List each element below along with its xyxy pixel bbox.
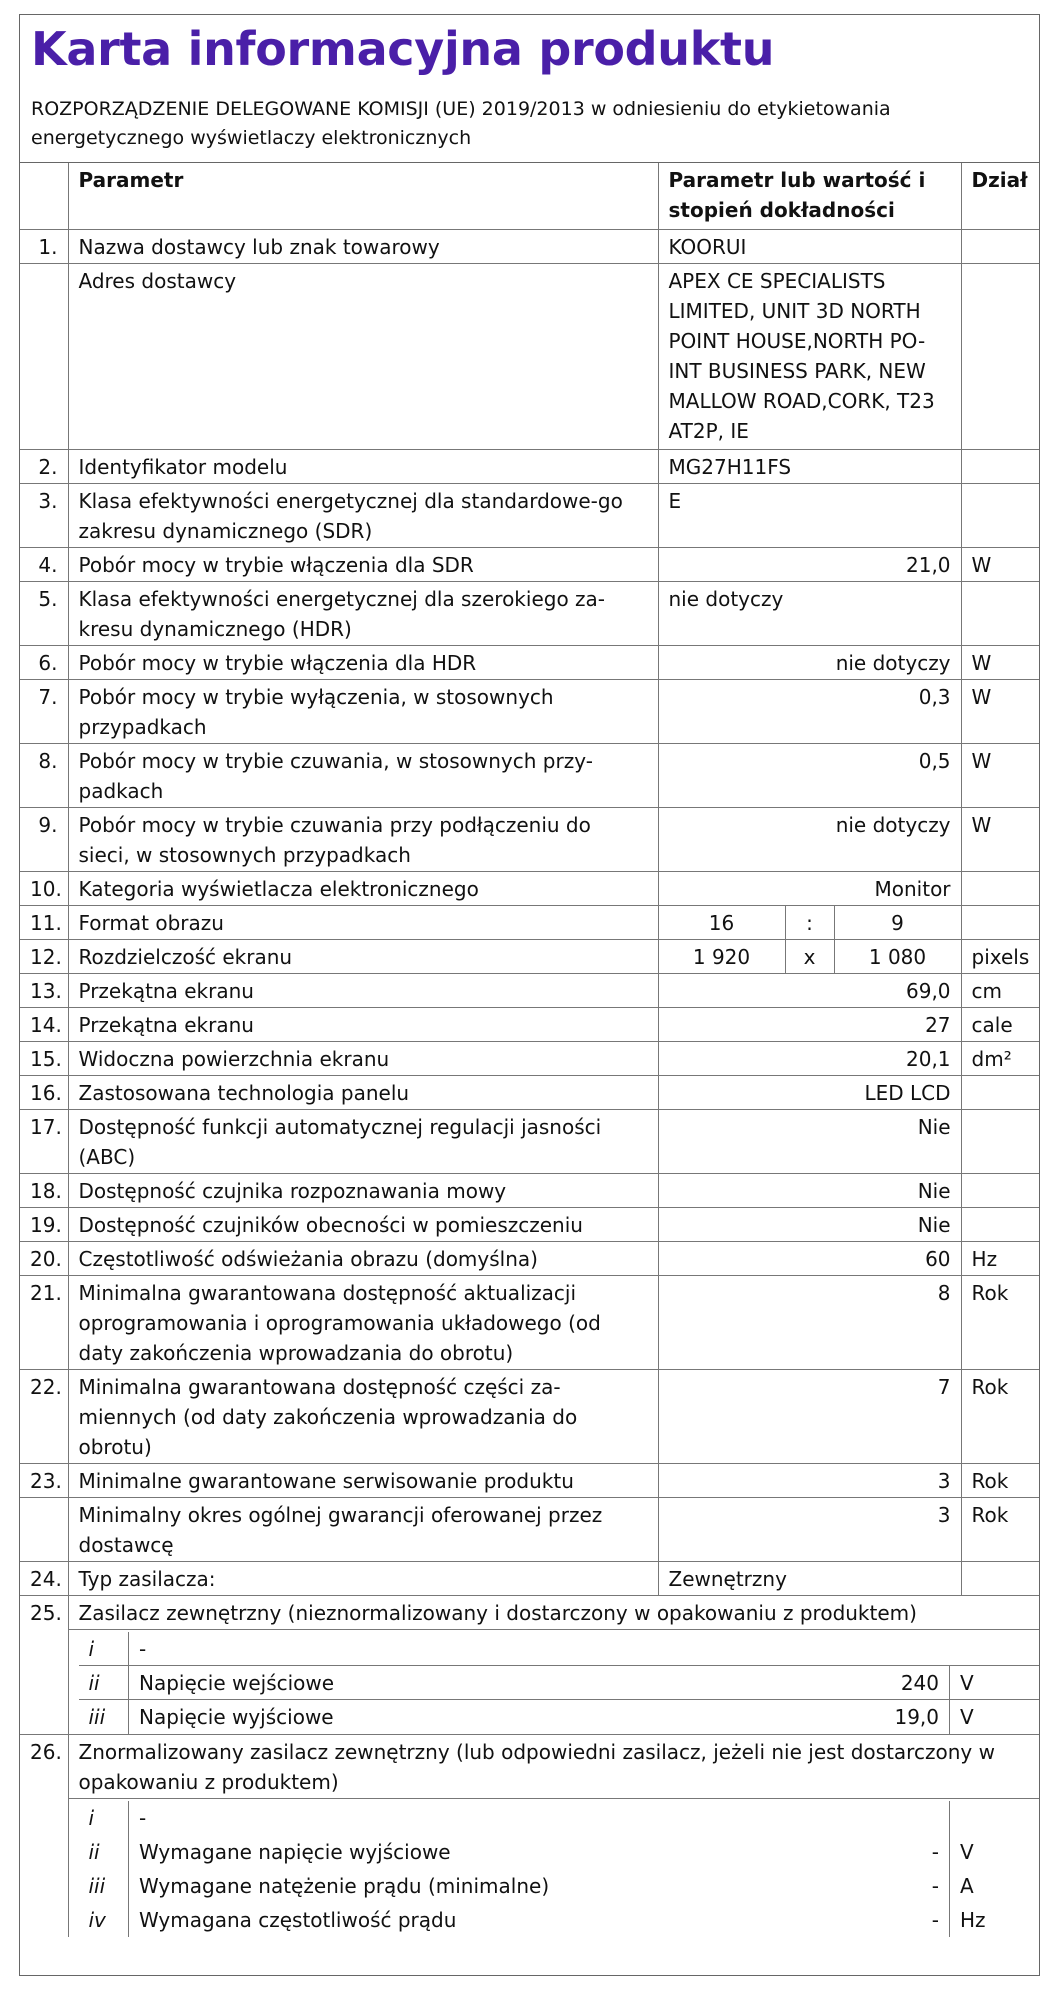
- resolution-height: 1 080: [834, 939, 961, 973]
- sub-row-index: iii: [79, 1869, 129, 1903]
- table-row: [20, 1497, 1039, 1561]
- row-label: Pobór mocy w trybie czuwania przy podłączeniu do sieci, w stosownych przypadkach: [68, 807, 658, 871]
- row-unit: pixels: [961, 939, 1039, 973]
- sub-row-label: -: [129, 1801, 950, 1835]
- row-value: 0,3: [658, 679, 961, 743]
- standard-psu-subtable-cell: [68, 1798, 1039, 1937]
- row-number: 16.: [20, 1075, 68, 1109]
- row-number: 11.: [20, 905, 68, 939]
- aspect-height: 9: [834, 905, 961, 939]
- table-row: [20, 1173, 1039, 1207]
- header-num-cell: [20, 163, 68, 229]
- row-value: APEX CE SPECIALISTS LIMITED, UNIT 3D NORTH POINT HOUSE,NORTH PO-INT BUSINESS PARK, NEW MALLOW ROAD,CORK, T23 AT2P, IE: [658, 263, 961, 449]
- row-unit: Rok: [961, 1369, 1039, 1463]
- table-row: [20, 1561, 1039, 1595]
- row-value: 3: [658, 1463, 961, 1497]
- table-row: [20, 973, 1039, 1007]
- sub-row-unit: V: [960, 1705, 974, 1729]
- row-unit: W: [961, 679, 1039, 743]
- row-number: 25.: [20, 1595, 68, 1629]
- sub-row-value: 19,0: [894, 1705, 939, 1729]
- table-row: [20, 1798, 1039, 1937]
- row-number: 15.: [20, 1041, 68, 1075]
- external-psu-subtable: [79, 1632, 1040, 1734]
- table-row: [20, 645, 1039, 679]
- row-number: [20, 263, 68, 449]
- sub-row-label-value: [129, 1869, 950, 1903]
- row-label: Adres dostawcy: [68, 263, 658, 449]
- row-unit: W: [961, 547, 1039, 581]
- sub-row-index: ii: [79, 1666, 129, 1700]
- row-label: Identyfikator modelu: [68, 449, 658, 483]
- row-unit: [961, 871, 1039, 905]
- row-label: Typ zasilacza:: [68, 1561, 658, 1595]
- row-unit: W: [961, 807, 1039, 871]
- sub-row-index: iii: [79, 1700, 129, 1734]
- sub-row-unit-empty: [950, 1801, 1040, 1835]
- row-number: 21.: [20, 1275, 68, 1369]
- table-row: [20, 263, 1039, 449]
- aspect-width: 16: [658, 905, 785, 939]
- row-value: nie dotyczy: [658, 807, 961, 871]
- row-unit: [961, 449, 1039, 483]
- row-unit: [961, 581, 1039, 645]
- row-value: LED LCD: [658, 1075, 961, 1109]
- row-value: 21,0: [658, 547, 961, 581]
- row-number-spacer: [20, 1629, 68, 1734]
- table-row: [20, 1007, 1039, 1041]
- row-number: 13.: [20, 973, 68, 1007]
- row-unit: [961, 1075, 1039, 1109]
- table-row: [20, 1369, 1039, 1463]
- standard-psu-subtable: [79, 1801, 1040, 1937]
- table-row: [20, 449, 1039, 483]
- table-row: [20, 1075, 1039, 1109]
- row-label: Częstotliwość odświeżania obrazu (domyślna): [68, 1241, 658, 1275]
- row-unit: [961, 905, 1039, 939]
- row-label: Pobór mocy w trybie czuwania, w stosownych przy-padkach: [68, 743, 658, 807]
- row-label: Widoczna powierzchnia ekranu: [68, 1041, 658, 1075]
- row-number: 18.: [20, 1173, 68, 1207]
- row-value: 3: [658, 1497, 961, 1561]
- table-row: [20, 1109, 1039, 1173]
- header-dzial: Dział: [961, 163, 1039, 229]
- sheet-header: [20, 15, 1039, 163]
- sub-row-label: Wymagane napięcie wyjściowe: [139, 1839, 451, 1864]
- row-unit: [961, 263, 1039, 449]
- sub-row-unit: V: [950, 1666, 1040, 1700]
- row-number: 19.: [20, 1207, 68, 1241]
- sub-row: [79, 1903, 1040, 1937]
- aspect-separator: :: [785, 905, 834, 939]
- table-row: [20, 547, 1039, 581]
- parameters-table: [20, 163, 1039, 1937]
- row-label: Klasa efektywności energetycznej dla standardowe-go zakresu dynamicznego (SDR): [68, 483, 658, 547]
- row-unit: [961, 229, 1039, 263]
- row-unit: Rok: [961, 1275, 1039, 1369]
- product-information-sheet: [19, 14, 1040, 1976]
- table-row: [20, 581, 1039, 645]
- row-number: 22.: [20, 1369, 68, 1463]
- table-row: [20, 1241, 1039, 1275]
- row-number: 20.: [20, 1241, 68, 1275]
- sub-row-label: -: [129, 1632, 1040, 1666]
- table-row: [20, 807, 1039, 871]
- row-number: 17.: [20, 1109, 68, 1173]
- sub-row-label: Napięcie wyjściowe: [139, 1705, 334, 1729]
- row-label: Dostępność czujnika rozpoznawania mowy: [68, 1173, 658, 1207]
- row-number: 12.: [20, 939, 68, 973]
- row-number: 4.: [20, 547, 68, 581]
- row-value: 27: [658, 1007, 961, 1041]
- row-label: Nazwa dostawcy lub znak towarowy: [68, 229, 658, 263]
- sub-row-label: Wymagana częstotliwość prądu: [139, 1907, 457, 1932]
- row-number: [20, 1497, 68, 1561]
- row-label: Zastosowana technologia panelu: [68, 1075, 658, 1109]
- sub-row: [79, 1666, 1040, 1700]
- table-row: [20, 1275, 1039, 1369]
- row-label: Rozdzielczość ekranu: [68, 939, 658, 973]
- sub-row-label-value: [129, 1666, 950, 1700]
- sub-row-index: ii: [79, 1835, 129, 1869]
- sub-row-unit: Hz: [960, 1907, 986, 1932]
- row-number: 2.: [20, 449, 68, 483]
- sub-row-value: -: [931, 1907, 939, 1932]
- page-title: Karta informacyjna produktu: [31, 22, 775, 76]
- table-row: [20, 483, 1039, 547]
- table-row: [20, 1463, 1039, 1497]
- row-number: 1.: [20, 229, 68, 263]
- row-unit: dm²: [961, 1041, 1039, 1075]
- header-wartosc: Parametr lub wartość i stopień dokładności: [658, 163, 961, 229]
- row-label: Minimalna gwarantowana dostępność aktualizacji oprogramowania i oprogramowania układowego (od daty zakończenia wprowadzania do obrotu): [68, 1275, 658, 1369]
- row-number: 23.: [20, 1463, 68, 1497]
- sub-row-index: i: [79, 1632, 129, 1666]
- row-value: Zewnętrzny: [658, 1561, 961, 1595]
- row-value: MG27H11FS: [658, 449, 961, 483]
- table-row: [20, 679, 1039, 743]
- row-number: 24.: [20, 1561, 68, 1595]
- table-row: [20, 939, 1039, 973]
- header-parametr: Parametr: [68, 163, 658, 229]
- table-header-row: [20, 163, 1039, 229]
- sub-row-value: -: [931, 1839, 939, 1864]
- row-value: nie dotyczy: [658, 645, 961, 679]
- sub-row-unit: A: [960, 1873, 974, 1898]
- row-label: Minimalne gwarantowane serwisowanie produktu: [68, 1463, 658, 1497]
- table-row: [20, 871, 1039, 905]
- table-row: [20, 1734, 1039, 1798]
- row-number: 26.: [20, 1734, 68, 1798]
- row-label: Znormalizowany zasilacz zewnętrzny (lub odpowiedni zasilacz, jeżeli nie jest dostarczony w opakowaniu z produktem): [68, 1734, 1039, 1798]
- row-value: 0,5: [658, 743, 961, 807]
- table-row: [20, 1207, 1039, 1241]
- row-value: KOORUI: [658, 229, 961, 263]
- row-label: Pobór mocy w trybie wyłączenia, w stosownych przypadkach: [68, 679, 658, 743]
- row-value: nie dotyczy: [658, 581, 961, 645]
- sub-row-label-value: [129, 1835, 950, 1869]
- sub-row: [79, 1632, 1040, 1666]
- table-row: [20, 1595, 1039, 1629]
- row-value: 69,0: [658, 973, 961, 1007]
- row-unit: cm: [961, 973, 1039, 1007]
- table-row: [20, 1629, 1039, 1734]
- sub-row-value: -: [931, 1873, 939, 1898]
- sub-row-index: iv: [79, 1903, 129, 1937]
- row-label: Format obrazu: [68, 905, 658, 939]
- row-value: Nie: [658, 1207, 961, 1241]
- row-label: Kategoria wyświetlacza elektronicznego: [68, 871, 658, 905]
- sub-row-label-value: [129, 1903, 950, 1937]
- row-number-spacer: [20, 1798, 68, 1937]
- sub-row: [79, 1835, 1040, 1869]
- row-unit: [961, 483, 1039, 547]
- row-unit: W: [961, 743, 1039, 807]
- sub-row-unit: V: [960, 1839, 974, 1864]
- row-unit: [961, 1561, 1039, 1595]
- row-label: Pobór mocy w trybie włączenia dla HDR: [68, 645, 658, 679]
- row-number: 14.: [20, 1007, 68, 1041]
- sub-row: [79, 1700, 1040, 1734]
- row-label: Dostępność funkcji automatycznej regulacji jasności (ABC): [68, 1109, 658, 1173]
- table-row: [20, 905, 1039, 939]
- row-label: Przekątna ekranu: [68, 1007, 658, 1041]
- row-value: Nie: [658, 1173, 961, 1207]
- row-label: Minimalna gwarantowana dostępność części za-miennych (od daty zakończenia wprowadzania do obrotu): [68, 1369, 658, 1463]
- resolution-separator: x: [785, 939, 834, 973]
- row-unit: Hz: [961, 1241, 1039, 1275]
- regulation-subtitle: ROZPORZĄDZENIE DELEGOWANE KOMISJI (UE) 2019/2013 w odniesieniu do etykietowania energetycznego wyświetlaczy elektronicznych: [31, 98, 891, 149]
- sub-row-index: i: [79, 1801, 129, 1835]
- row-label: Zasilacz zewnętrzny (nieznormalizowany i dostarczony w opakowaniu z produktem): [68, 1595, 1039, 1629]
- row-unit: [961, 1207, 1039, 1241]
- sub-row-label: Wymagane natężenie prądu (minimalne): [139, 1873, 550, 1898]
- external-psu-subtable-cell: [68, 1629, 1039, 1734]
- row-value: 7: [658, 1369, 961, 1463]
- row-label: Dostępność czujników obecności w pomieszczeniu: [68, 1207, 658, 1241]
- table-row: [20, 743, 1039, 807]
- table-row: [20, 1041, 1039, 1075]
- row-unit: Rok: [961, 1463, 1039, 1497]
- row-number: 5.: [20, 581, 68, 645]
- row-number: 3.: [20, 483, 68, 547]
- sub-row-label: Napięcie wejściowe: [139, 1671, 335, 1695]
- row-unit: Rok: [961, 1497, 1039, 1561]
- row-label: Przekątna ekranu: [68, 973, 658, 1007]
- sub-row-value: 240: [900, 1671, 939, 1695]
- row-label: Minimalny okres ogólnej gwarancji oferowanej przez dostawcę: [68, 1497, 658, 1561]
- row-unit: [961, 1173, 1039, 1207]
- row-number: 8.: [20, 743, 68, 807]
- row-number: 10.: [20, 871, 68, 905]
- row-value: Monitor: [658, 871, 961, 905]
- row-label: Pobór mocy w trybie włączenia dla SDR: [68, 547, 658, 581]
- row-number: 9.: [20, 807, 68, 871]
- row-unit: cale: [961, 1007, 1039, 1041]
- row-value: E: [658, 483, 961, 547]
- table-row: [20, 229, 1039, 263]
- row-unit: W: [961, 645, 1039, 679]
- row-value: Nie: [658, 1109, 961, 1173]
- row-number: 6.: [20, 645, 68, 679]
- row-value: 8: [658, 1275, 961, 1369]
- row-number: 7.: [20, 679, 68, 743]
- resolution-width: 1 920: [658, 939, 785, 973]
- row-unit: [961, 1109, 1039, 1173]
- row-value: 60: [658, 1241, 961, 1275]
- sub-row-label-value: [129, 1700, 950, 1734]
- sub-row: [79, 1869, 1040, 1903]
- row-value: 20,1: [658, 1041, 961, 1075]
- row-label: Klasa efektywności energetycznej dla szerokiego za-kresu dynamicznego (HDR): [68, 581, 658, 645]
- sub-row: [79, 1801, 1040, 1835]
